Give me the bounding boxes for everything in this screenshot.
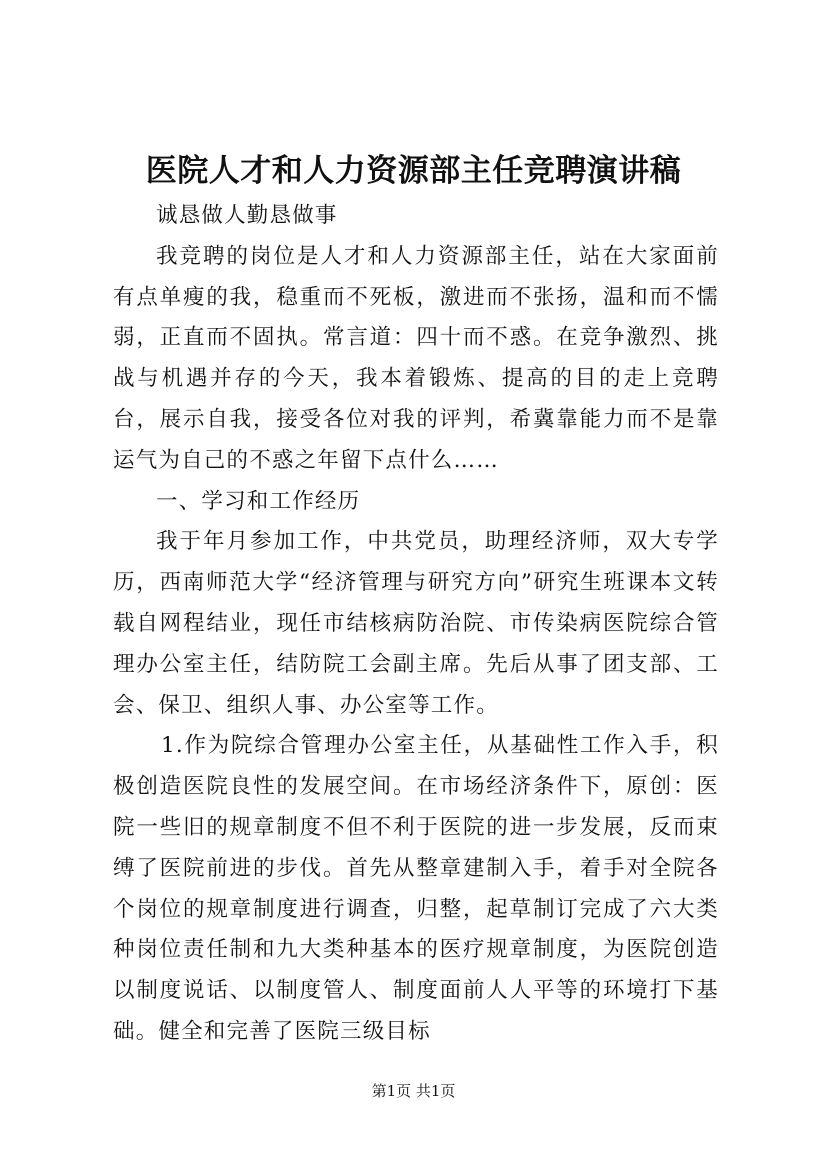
page-footer: 第1页 共1页 [371, 1082, 456, 1100]
section-heading: 一、学习和工作经历 [156, 488, 361, 514]
paragraph-intro: 我竞聘的岗位是人才和人力资源部主任，站在大家面前有点单瘦的我，稳重而不死板，激进而不张扬，温和而不懦弱，正直而不固执。常言道：四十而不惑。在竞争激烈、挑战与机遇并存的今天，我本着锻炼、提高的目的走上竞聘台，展示自我，接受各位对我的评判，希冀靠能力而不是靠运气为自己的不惑之年留下点什么…… [113, 243, 719, 473]
document-body [113, 196, 719, 1053]
paragraph-item-1: 1.作为院综合管理办公室主任，从基础性工作入手，积极创造医院良性的发展空间。在市场经济条件下，原创：医院一些旧的规章制度不但不利于医院的进一步发展，反而束缚了医院前进的步伐。首先从整章建制入手，着手对全院各个岗位的规章制度进行调查，归整，起草制订完成了六大类种岗位责任制和九大类种基本的医疗规章制度，为医院创造以制度说话、以制度管人、制度面前人人平等的环境打下基础。健全和完善了医院三级目标 [113, 733, 719, 1044]
subtitle: 诚恳做人勤恳做事 [156, 203, 338, 228]
paragraph-experience: 我于年月参加工作，中共党员，助理经济师，双大专学历，西南师范大学“经济管理与研究方向”研究生班课本文转载自网程结业，现任市结核病防治院、市传染病医院综合管理办公室主任，结防院工会副主席。先后从事了团支部、工会、保卫、组织人事、办公室等工作。 [113, 529, 719, 718]
document-title: 医院人才和人力资源部主任竞聘演讲稿 [145, 153, 682, 189]
